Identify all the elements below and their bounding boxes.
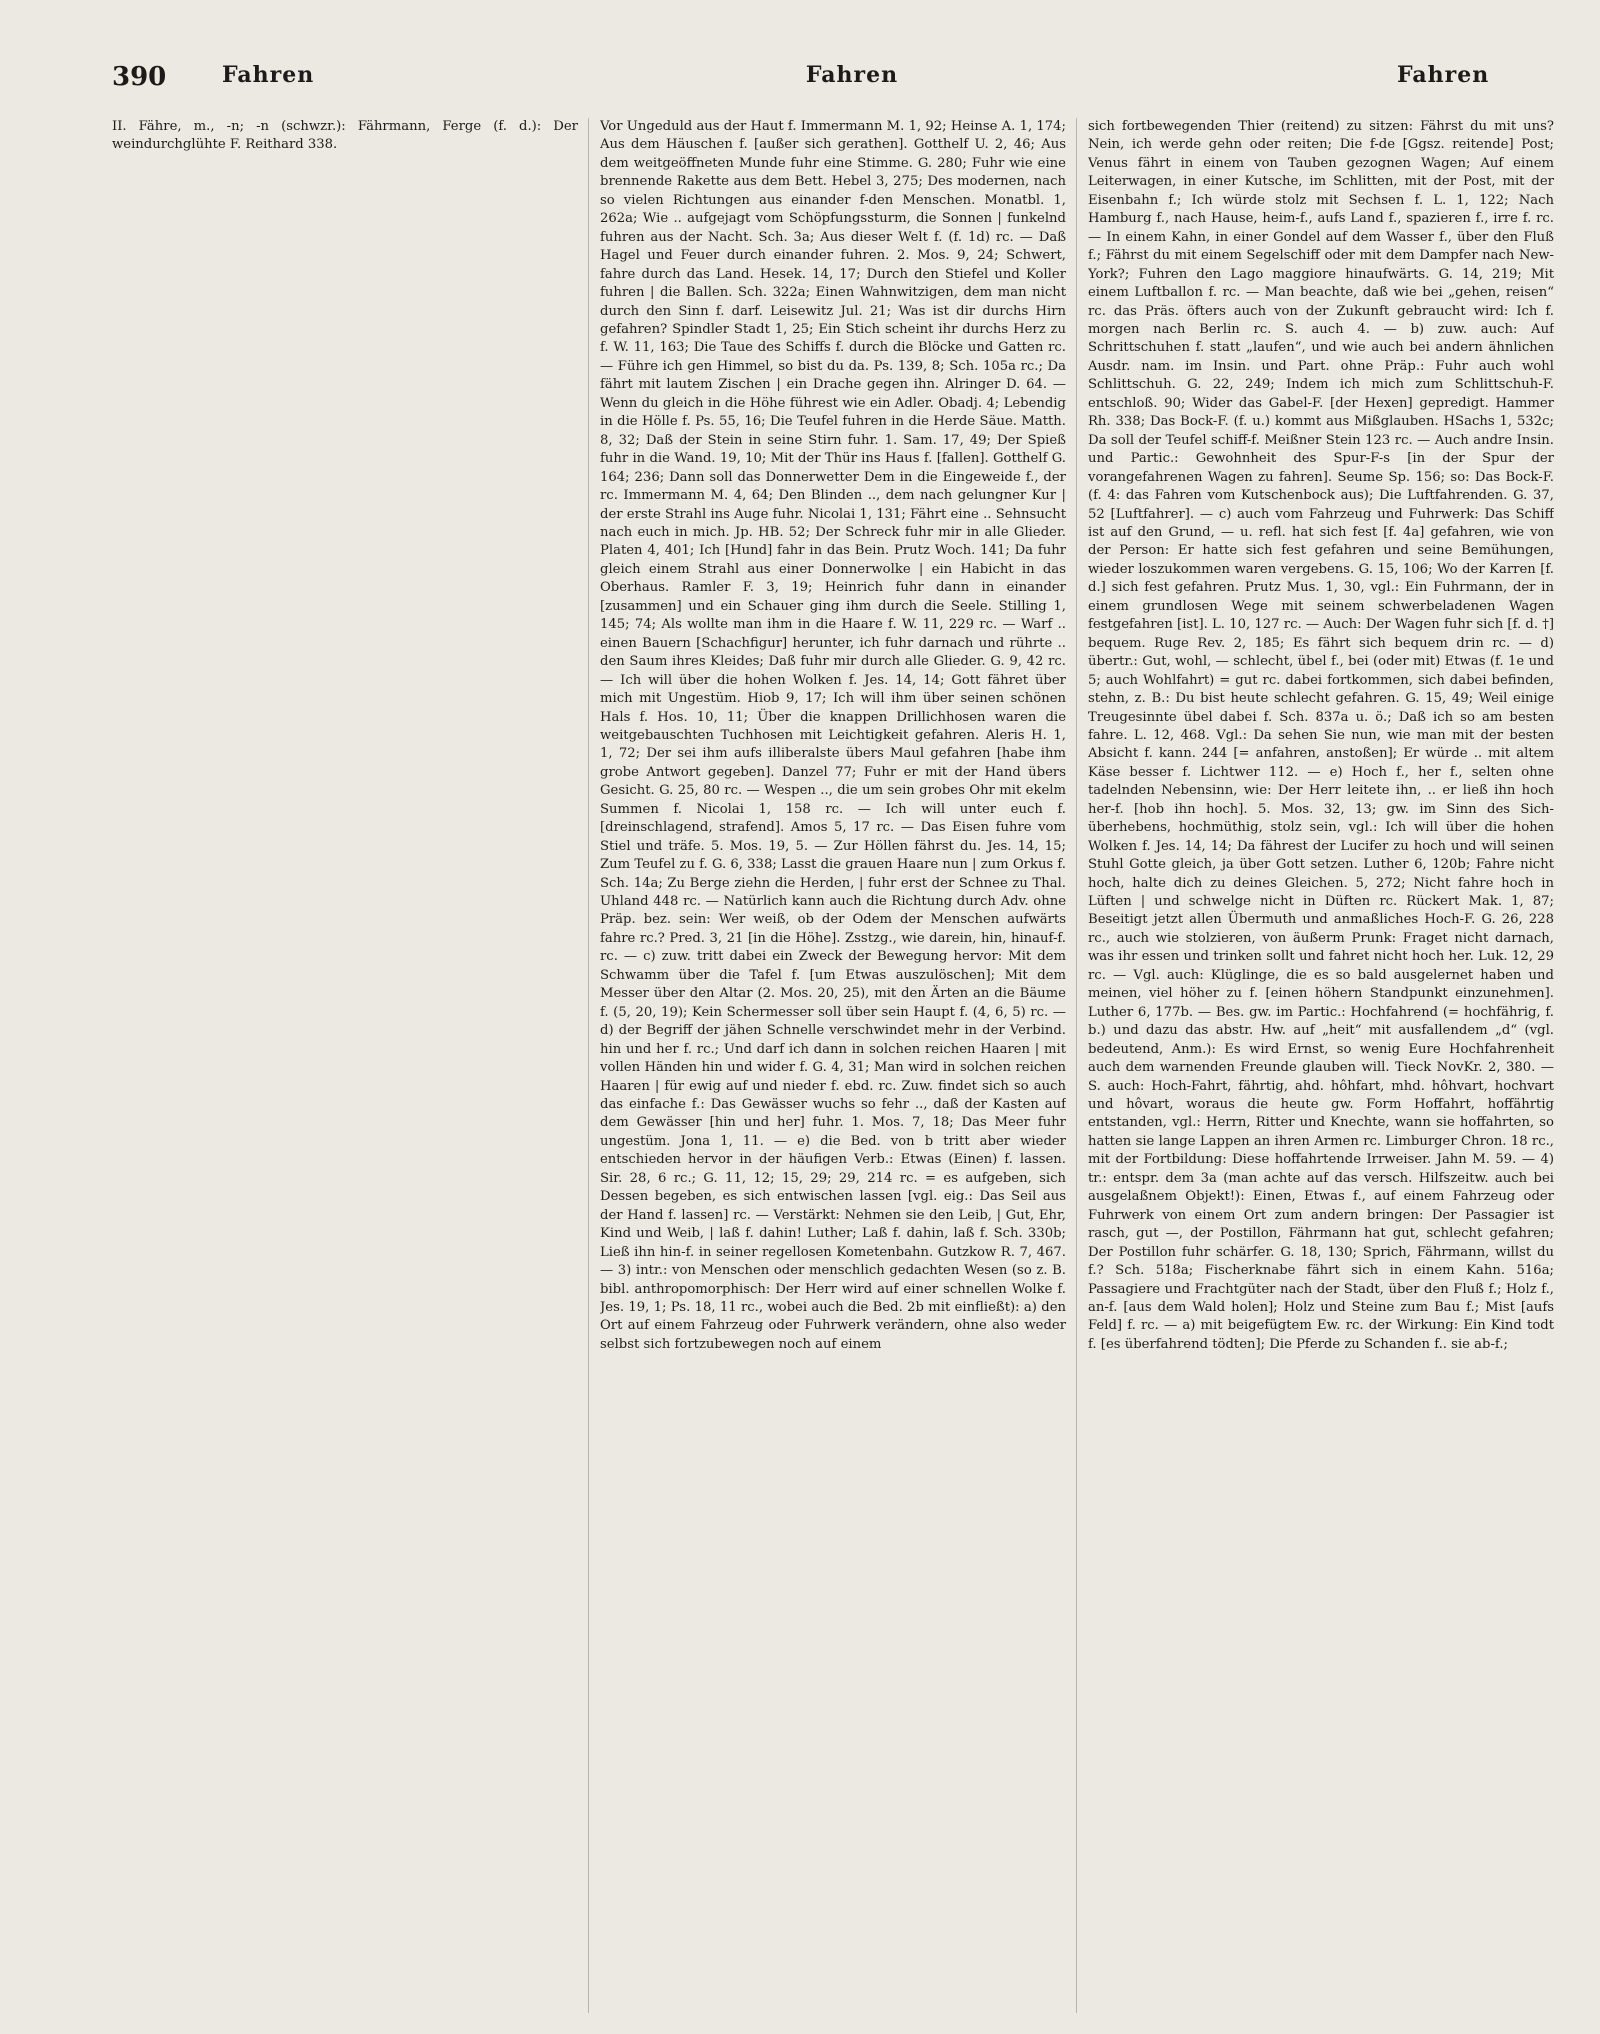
column-divider <box>588 118 589 2013</box>
center-headword: Fahren <box>805 62 899 88</box>
column-divider <box>1076 118 1077 2013</box>
page-number: 390 <box>112 62 167 92</box>
left-headword: Fahren <box>222 62 315 88</box>
entry-paragraph: II. Fähre, m., -n; -n (schwzr.): Fährmann, Ferge (f. d.): Der weindurchglühte F. Reithard 338. <box>112 119 578 153</box>
right-headword: Fahren <box>1397 62 1490 88</box>
text-column-2 <box>600 118 1066 2013</box>
entry-paragraph: sich fortbewegenden Thier (reitend) zu sitzen: Fährst du mit uns? Nein, ich werde gehn oder reiten; Die f-de [Ggsz. reitende] Post; Venus fährt in einem von Tauben gezognen Wagen; Auf einem Leiterwagen, in einer Kutsche, im Schlitten, mit der Post, mit der Eisenbahn f.; Ich würde stolz mit Sechsen f. L. 1, 122; Nach Hamburg f., nach Hause, heim-f., aufs Land f., spazieren f., irre f. rc. — In einem Kahn, in einer Gondel auf dem Wasser f., über den Fluß f.; Fährst du mit einem Segelschiff oder mit dem Dampfer nach New-York?; Fuhren den Lago maggiore hinaufwärts. G. 14, 219; Mit einem Luftballon f. rc. — Man beachte, daß wie bei „gehen, reisen“ rc. das Präs. öfters auch von der Zukunft gebraucht wird: Ich f. morgen nach Berlin rc. S. auch 4. — b) zuw. auch: Auf Schrittschuhen f. statt „laufen“, und wie auch bei andern ähnlichen Ausdr. nam. im Insin. und Part. ohne Präp.: Fuhr auch wohl Schlittschuh. G. 22, 249; Indem ich mich zum Schlittschuh-F. entschloß. 90; Wider das Gabel-F. [der Hexen] gepredigt. Hammer Rh. 338; Das Bock-F. (f. u.) kommt aus Mißglauben. HSachs 1, 532c; Da soll der Teufel schiff-f. Meißner Stein 123 rc. — Auch andre Insin. und Partic.: Gewohnheit des Spur-F-s [in der Spur der vorangefahrenen Wagen zu fahren]. Seume Sp. 156; so: Das Bock-F. (f. 4: das Fahren vom Kutschenbock aus); Die Luftfahrenden. G. 37, 52 [Luftfahrer]. — c) auch vom Fahrzeug und Fuhrwerk: Das Schiff ist auf den Grund, — u. refl. hat sich fest [f. 4a] gefahren, wie von der Person: Er hatte sich fest gefahren und seine Bemühungen, wieder loszukommen waren vergebens. G. 15, 106; Wo der Karren [f. d.] sich fest gefahren. Prutz Mus. 1, 30, vgl.: Ein Fuhrmann, der in einem grundlosen Wege mit seinem schwerbeladenen Wagen festgefahren [ist]. L. 10, 127 rc. — Auch: Der Wagen fuhr sich [f. d. †] bequem. Ruge Rev. 2, 185; Es fährt sich bequem drin rc. — d) übertr.: Gut, wohl, — schlecht, übel f., bei (oder mit) Etwas (f. 1e und 5; auch Wohlfahrt) = gut rc. dabei fortkommen, sich dabei befinden, stehn, z. B.: Du bist heute schlecht gefahren. G. 15, 49; Weil einige Treugesinnte übel dabei f. Sch. 837a u. ö.; Daß ich so am besten fahre. L. 12, 468. Vgl.: Da sehen Sie nun, wie man mit der besten Absicht f. kann. 244 [= anfahren, anstoßen]; Er würde .. mit altem Käse besser f. Lichtwer 112. — e) Hoch f., her f., selten ohne tadelnden Nebensinn, wie: Der Herr leitete ihn, .. er ließ ihn hoch her-f. [hob ihn hoch]. 5. Mos. 32, 13; gw. im Sinn des Sich-überhebens, hochmüthig, stolz sein, vgl.: Ich will über die hohen Wolken f. Jes. 14, 14; Da fährest der Lucifer zu hoch und will seinen Stuhl Gotte gleich, ja über Gott setzen. Luther 6, 120b; Fahre nicht hoch, halte dich zu deines Gleichen. 5, 272; Nicht fahre hoch in Lüften | und schwelge nicht in Düften rc. Rückert Mak. 1, 87; Beseitigt jetzt allen Übermuth und anmaßliches Hoch-F. G. 26, 228 rc., auch wie stolzieren, von äußerm Prunk: Fraget nicht darnach, was ihr essen und trinken sollt und fahret nicht hoch her. Luk. 12, 29 rc. — Vgl. auch: Klüglinge, die es so bald ausgelernet haben und meinen, viel höher zu f. [einen höhern Standpunkt einzunehmen]. Luther 6, 177b. — Bes. gw. im Partic.: Hochfahrend (= hochfährig, f. b.) und dazu das abstr. Hw. auf „heit“ mit ausfallendem „d“ (vgl. bedeutend, Anm.): Es wird Ernst, so wenig Eure Hochfahrenheit auch dem warnenden Freunde glauben will. Tieck NovKr. 2, 380. — S. auch: Hoch-Fahrt, fährtig, ahd. hôhfart, mhd. hôhvart, hochvart und hôvart, woraus die heute gw. Form Hoffahrt, hoffährtig entstanden, vgl.: Herrn, Ritter und Knechte, wann sie hoffahrten, so hatten sie lange Lappen an ihren Armen rc. Limburger Chron. 18 rc., mit der Fortbildung: Diese hoffahrtende Irrweiser. Jahn M. 59. — 4) tr.: entspr. dem 3a (man achte auf das versch. Hilfszeitw. auch bei ausgelaßnem Objekt!): Einen, Etwas f., auf einem Fahrzeug oder Fuhrwerk von einem Ort zum andern bringen: Der Passagier ist rasch, gut —, der Postillon, Fährmann hat gut, schlecht gefahren; Der Postillon fuhr schärfer. G. 18, 130; Sprich, Fährmann, willst du f.? Sch. 518a; Fischerknabe fährt sich in einem Kahn. 516a; Passagiere und Frachtgüter nach der Stadt, über den Fluß f.; Holz f., an-f. [aus dem Wald holen]; Holz und Steine zum Bau f.; Mist [aufs Feld] f. rc. — a) mit beigefügtem Ew. rc. der Wirkung: Ein Kind todt f. [es überfahrend tödten]; Die Pferde zu Schanden f.. sie ab-f.; <box>1088 119 1554 1352</box>
text-column-3 <box>1088 118 1554 2013</box>
entry-paragraph: Vor Ungeduld aus der Haut f. Immermann M. 1, 92; Heinse A. 1, 174; Aus dem Häuschen f. [außer sich gerathen]. Gotthelf U. 2, 46; Aus dem weitgeöffneten Munde fuhr eine Stimme. G. 280; Fuhr wie eine brennende Rakette aus dem Bett. Hebel 3, 275; Des modernen, nach so vielen Richtungen aus einander f-den Menschen. Monatbl. 1, 262a; Wie .. aufgejagt vom Schöpfungssturm, die Sonnen | funkelnd fuhren aus der Nacht. Sch. 3a; Aus dieser Welt f. (f. 1d) rc. — Daß Hagel und Feuer durch einander fuhren. 2. Mos. 9, 24; Schwert, fahre durch das Land. Hesek. 14, 17; Durch den Stiefel und Koller fuhren | die Ballen. Sch. 322a; Einen Wahnwitzigen, dem man nicht durch den Sinn f. darf. Leisewitz Jul. 21; Was ist dir durchs Hirn gefahren? Spindler Stadt 1, 25; Ein Stich scheint ihr durchs Herz zu f. W. 11, 163; Die Taue des Schiffs f. durch die Blöcke und Gatten rc. — Führe ich gen Himmel, so bist du da. Ps. 139, 8; Sch. 105a rc.; Da fährt mit lautem Zischen | ein Drache gegen ihn. Alringer D. 64. — Wenn du gleich in die Höhe führest wie ein Adler. Obadj. 4; Lebendig in die Hölle f. Ps. 55, 16; Die Teufel fuhren in die Herde Säue. Matth. 8, 32; Daß der Stein in seine Stirn fuhr. 1. Sam. 17, 49; Der Spieß fuhr in die Wand. 19, 10; Mit der Thür ins Haus f. [fallen]. Gotthelf G. 164; 236; Dann soll das Donnerwetter Dem in die Eingeweide f., der rc. Immermann M. 4, 64; Den Blinden .., dem nach gelungner Kur | der erste Strahl ins Auge fuhr. Nicolai 1, 131; Fährt eine .. Sehnsucht nach euch in mich. Jp. HB. 52; Der Schreck fuhr mir in alle Glieder. Platen 4, 401; Ich [Hund] fahr in das Bein. Prutz Woch. 141; Da fuhr gleich einem Strahl aus einer Donnerwolke | ein Habicht in das Oberhaus. Ramler F. 3, 19; Heinrich fuhr dann in einander [zusammen] und ein Schauer ging ihm durch die Seele. Stilling 1, 145; 74; Als wollte man ihm in die Haare f. W. 11, 229 rc. — Warf .. einen Bauern [Schachfigur] herunter, ich fuhr darnach und rührte .. den Saum ihres Kleides; Daß fuhr mir durch alle Glieder. G. 9, 42 rc. — Ich will über die hohen Wolken f. Jes. 14, 14; Gott fähret über mich mit Ungestüm. Hiob 9, 17; Ich will ihm über seinen schönen Hals f. Hos. 10, 11; Über die knappen Drillichhosen waren die weitgebauschten Tuchhosen mit Leichtigkeit gefahren. Aleris H. 1, 1, 72; Der sei ihm aufs illiberalste übers Maul gefahren [habe ihm grobe Antwort gegeben]. Danzel 77; Fuhr er mit der Hand übers Gesicht. G. 25, 80 rc. — Wespen .., die um sein grobes Ohr mit ekelm Summen f. Nicolai 1, 158 rc. — Ich will unter euch f. [dreinschlagend, strafend]. Amos 5, 17 rc. — Das Eisen fuhre vom Stiel und träfe. 5. Mos. 19, 5. — Zur Höllen fährst du. Jes. 14, 15; Zum Teufel zu f. G. 6, 338; Lasst die grauen Haare nun | zum Orkus f. Sch. 14a; Zu Berge ziehn die Herden, | fuhr erst der Schnee zu Thal. Uhland 448 rc. — Natürlich kann auch die Richtung durch Adv. ohne Präp. bez. sein: Wer weiß, ob der Odem der Menschen aufwärts fahre rc.? Pred. 3, 21 [in die Höhe]. Zsstzg., wie darein, hin, hinauf-f. rc. — c) zuw. tritt dabei ein Zweck der Bewegung hervor: Mit dem Schwamm über die Tafel f. [um Etwas auszulöschen]; Mit dem Messer über den Altar (2. Mos. 20, 25), mit den Ärten an die Bäume f. (5, 20, 19); Kein Schermesser soll über sein Haupt f. (4, 6, 5) rc. — d) der Begriff der jähen Schnelle verschwindet mehr in der Verbind. hin und her f. rc.; Und darf ich dann in solchen reichen Haaren | mit vollen Händen hin und wider f. G. 4, 31; Man wird in solchen reichen Haaren | für ewig auf und nieder f. ebd. rc. Zuw. findet sich so auch das einfache f.: Das Gewässer wuchs so fehr .., daß der Kasten auf dem Gewässer [hin und her] fuhr. 1. Mos. 7, 18; Das Meer fuhr ungestüm. Jona 1, 11. — e) die Bed. von b tritt aber wieder entschieden hervor in der häufigen Verb.: Etwas (Einen) f. lassen. Sir. 28, 6 rc.; G. 11, 12; 15, 29; 29, 214 rc. = es aufgeben, sich Dessen begeben, es sich entwischen lassen [vgl. eig.: Das Seil aus der Hand f. lassen] rc. — Verstärkt: Nehmen sie den Leib, | Gut, Ehr, Kind und Weib, | laß f. dahin! Luther; Laß f. dahin, laß f. Sch. 330b; Ließ ihn hin-f. in seiner regellosen Kometenbahn. Gutzkow R. 7, 467. — 3) intr.: von Menschen oder menschlich gedachten Wesen (so z. B. bibl. anthropomorphisch: Der Herr wird auf einer schnellen Wolke f. Jes. 19, 1; Ps. 18, 11 rc., wobei auch die Bed. 2b mit einfließt): a) den Ort auf einem Fahrzeug oder Fuhrwerk verändern, ohne also weder selbst sich fortzubewegen noch auf einem <box>600 119 1066 1352</box>
text-column-1 <box>112 118 578 2013</box>
running-header <box>112 58 1567 98</box>
